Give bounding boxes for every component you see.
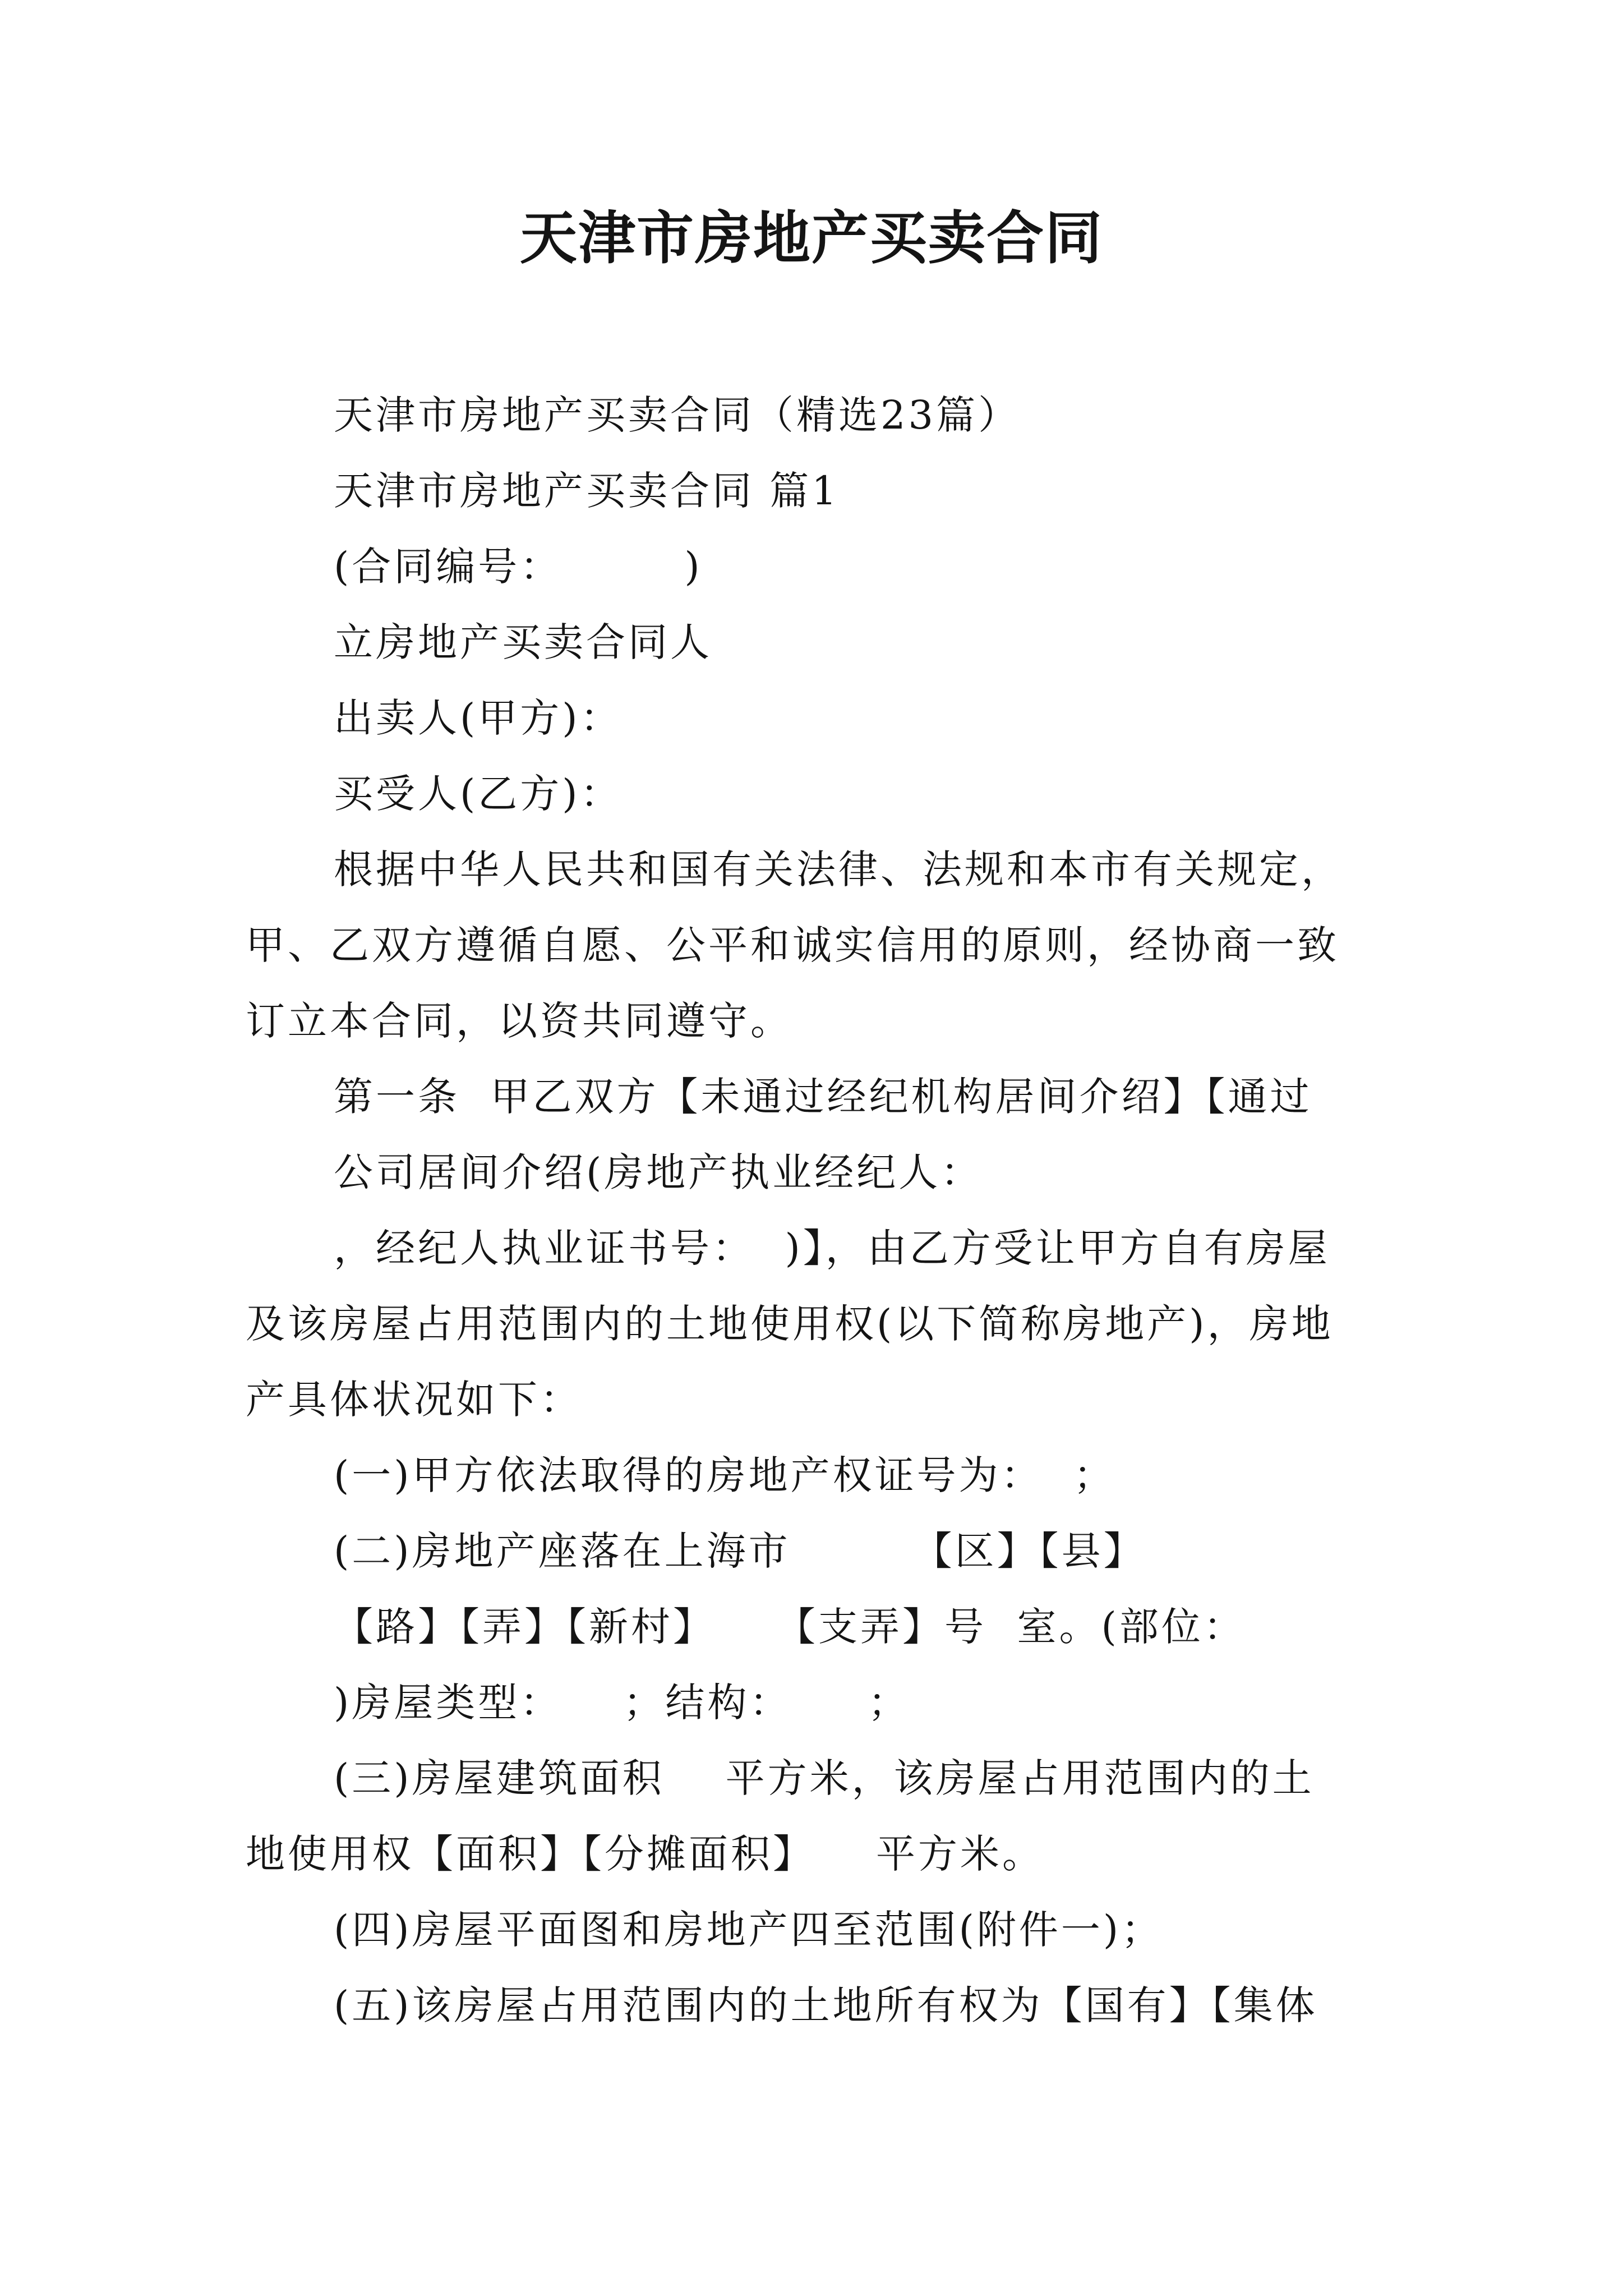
item-3-line-2: 地使用权【面积】【分摊面积】 平方米。 xyxy=(246,1831,1045,1877)
item-3-line-1: (三)房屋建筑面积 平方米，该房屋占用范围内的土 xyxy=(334,1755,1315,1801)
article-1-line-3: ，经纪人执业证书号： )】，由乙方受让甲方自有房屋 xyxy=(334,1225,1330,1271)
item-2-line-3: )房屋类型： ；结构： ； xyxy=(334,1680,910,1726)
item-2-line-1: (二)房地产座落在上海市 【区】【县】 xyxy=(334,1528,1146,1574)
article-1-line-4: 及该房屋占用范围内的土地使用权(以下简称房地产)，房地 xyxy=(246,1301,1334,1347)
document-title: 天津市房地产买卖合同 xyxy=(520,205,1103,272)
contract-parties-heading: 立房地产买卖合同人 xyxy=(334,619,712,665)
heading-collection: 天津市房地产买卖合同（精选23篇） xyxy=(334,392,1021,438)
item-1-line: (一)甲方依法取得的房地产权证号为： ； xyxy=(334,1452,1116,1498)
heading-article-1: 天津市房地产买卖合同 篇1 xyxy=(334,468,840,514)
preamble-line-2: 甲、乙双方遵循自愿、公平和诚实信用的原则，经协商一致 xyxy=(246,922,1339,968)
preamble-line-1: 根据中华人民共和国有关法律、法规和本市有关规定， xyxy=(334,846,1343,892)
article-1-line-1: 第一条 甲乙双方【未通过经纪机构居间介绍】【通过 xyxy=(334,1074,1312,1120)
item-2-line-2: 【路】【弄】【新村】 【支弄】号 室。(部位： xyxy=(334,1604,1246,1650)
buyer-line: 买受人(乙方)： xyxy=(334,771,623,817)
item-4-line: (四)房屋平面图和房地产四至范围(附件一)； xyxy=(334,1907,1164,1953)
item-5-line: (五)该房屋占用范围内的土地所有权为【国有】【集体 xyxy=(334,1982,1318,2028)
seller-line: 出卖人(甲方)： xyxy=(334,695,623,741)
contract-number-line: (合同编号： ) xyxy=(334,544,703,590)
article-1-line-2: 公司居间介绍(房地产执业经纪人： xyxy=(334,1149,983,1195)
article-1-line-5: 产具体状况如下： xyxy=(246,1377,582,1423)
preamble-line-3: 订立本合同，以资共同遵守。 xyxy=(246,998,792,1044)
